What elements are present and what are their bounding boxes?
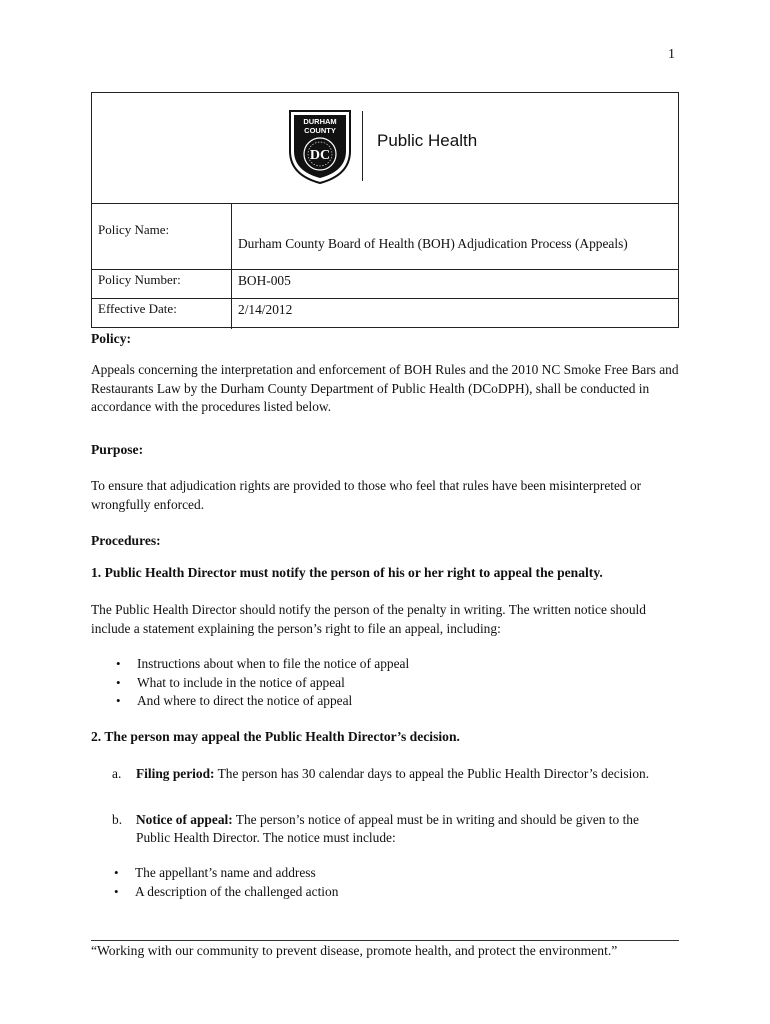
policy-name-label: Policy Name:	[98, 222, 170, 237]
durham-county-seal-logo	[288, 107, 368, 187]
policy-number-label: Policy Number:	[98, 272, 181, 287]
policy-heading: Policy:	[91, 331, 132, 346]
step1-text: The Public Health Director should notify the person of the penalty in writing. The written notice should include a statement explaining the person’s right to file an appeal, including:	[91, 602, 646, 636]
item-text: The person has 30 calendar days to appeal the Public Health Director’s decision.	[214, 766, 650, 781]
list-item: • A description of the challenged action	[112, 883, 338, 902]
step2-item-a	[112, 765, 672, 783]
list-item: • Instructions about when to file the notice of appeal	[114, 655, 409, 674]
purpose-text: To ensure that adjudication rights are provided to those who feel that rules have been misinterpreted or wrongfully enforced.	[91, 478, 642, 512]
logo-divider	[362, 111, 363, 181]
policy-number-value: BOH-005	[238, 273, 291, 288]
footer-motto: “Working with our community to prevent disease, promote health, and protect the environment.”	[91, 943, 618, 958]
logo-line1: DURHAM	[303, 117, 337, 126]
purpose-heading: Purpose:	[91, 442, 144, 457]
footer-divider	[91, 940, 679, 941]
item-marker: a.	[112, 766, 122, 781]
list-item: • The appellant’s name and address	[112, 864, 338, 883]
policy-name-value: Durham County Board of Health (BOH) Adjudication Process (Appeals)	[238, 236, 628, 251]
step2-heading: 2. The person may appeal the Public Health Director’s decision.	[91, 729, 460, 744]
list-item: • And where to direct the notice of appeal	[114, 692, 409, 711]
list-item: • What to include in the notice of appeal	[114, 674, 409, 693]
step2-bullet-list	[112, 864, 338, 901]
table-row-divider	[92, 269, 678, 270]
item-bold-label: Filing period:	[136, 766, 215, 781]
step1-bullet-list	[114, 655, 409, 711]
item-bold-label: Notice of appeal:	[136, 812, 233, 827]
logo-mark: DC	[309, 148, 331, 163]
page-number: 1	[668, 47, 675, 62]
procedures-heading: Procedures:	[91, 533, 161, 548]
table-row-divider	[92, 298, 678, 299]
step1-heading: 1. Public Health Director must notify the person of his or her right to appeal the penalty.	[91, 565, 603, 580]
table-column-divider	[231, 203, 232, 329]
policy-header-table	[91, 92, 679, 328]
logo-line2: COUNTY	[304, 126, 336, 135]
item-text: The person’s notice of appeal must be in writing and should be given to the Public Health Director. The notice must include:	[136, 812, 639, 845]
logo-banner	[92, 93, 678, 204]
step2-item-b	[112, 811, 672, 847]
policy-text: Appeals concerning the interpretation and enforcement of BOH Rules and the 2010 NC Smoke Free Bars and Restaurants Law by the Durham County Department of Public Health (DCoDPH), shall be conducted in accordance with the procedures listed below.	[91, 362, 679, 414]
item-marker: b.	[112, 812, 123, 827]
brand-name: Public Health	[377, 131, 478, 150]
effective-date-label: Effective Date:	[98, 301, 177, 316]
effective-date-value: 2/14/2012	[238, 302, 293, 317]
